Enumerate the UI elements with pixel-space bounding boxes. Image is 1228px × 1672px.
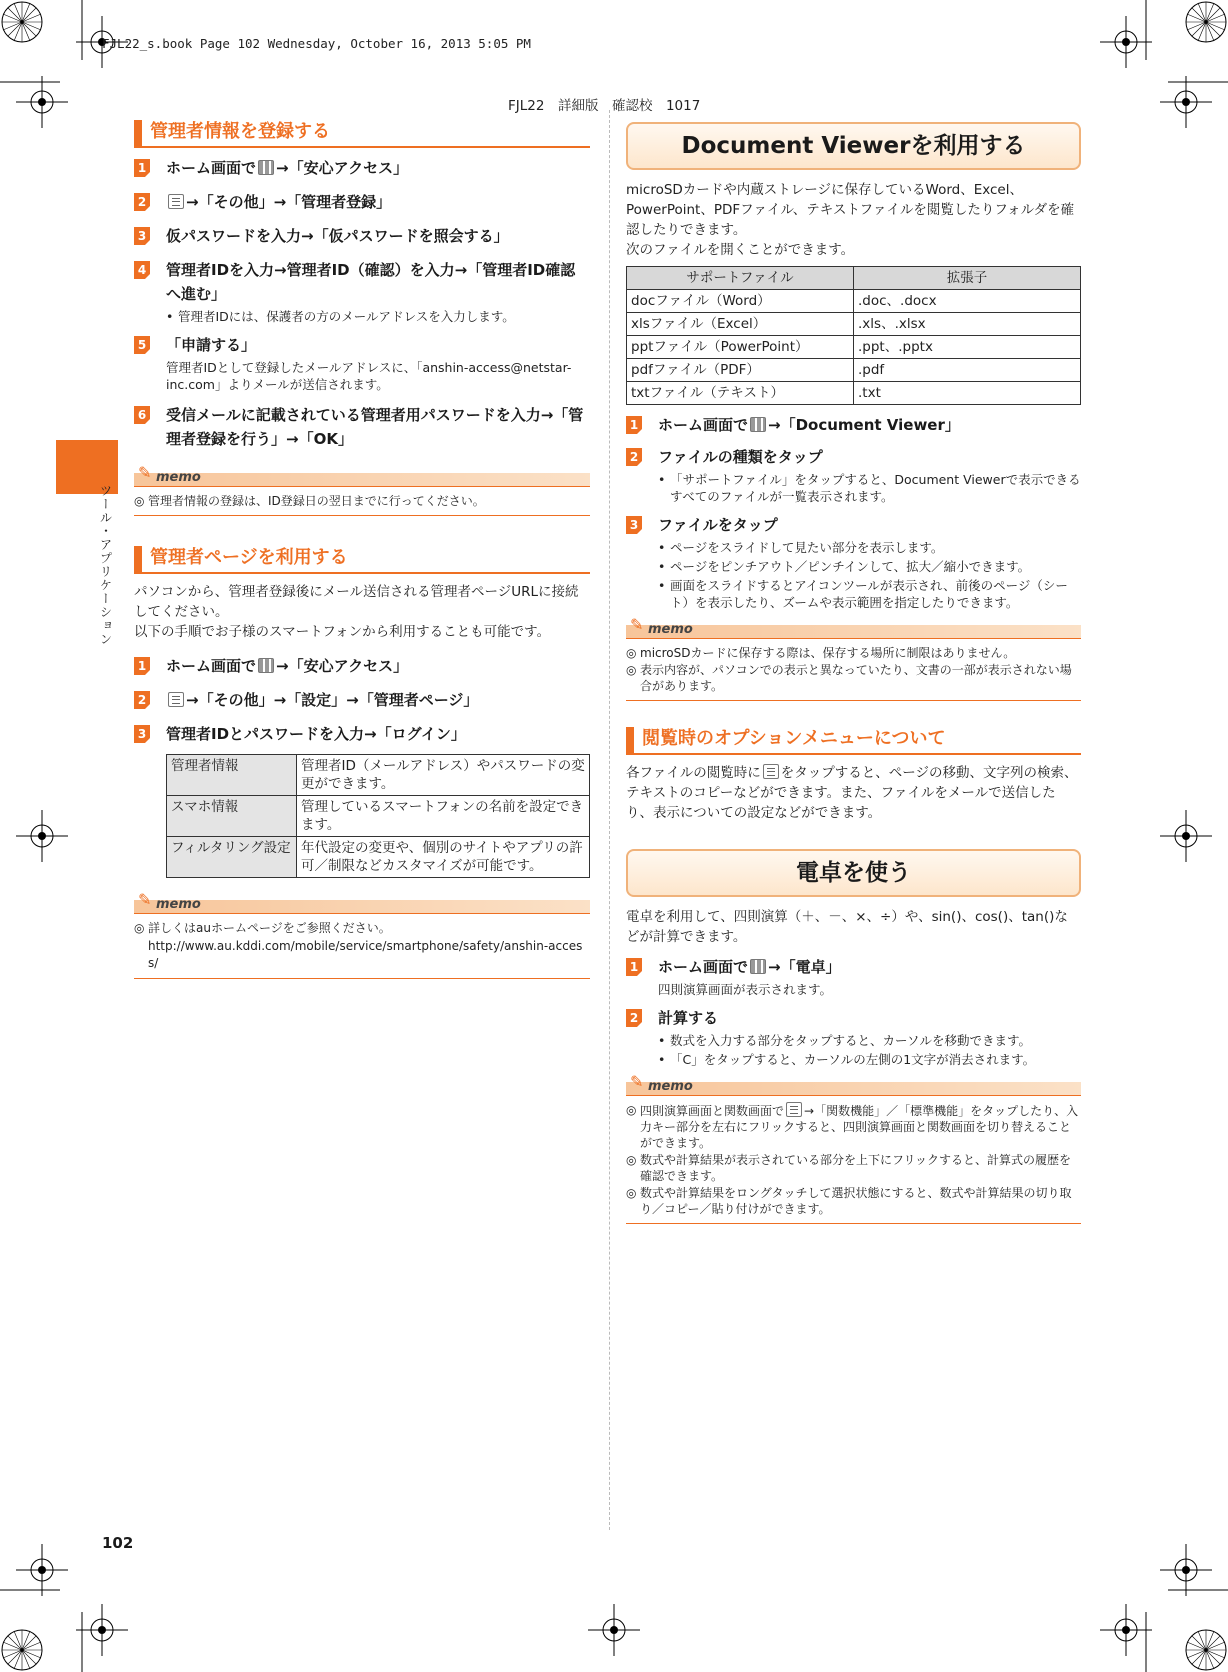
- table-row: pptファイル（PowerPoint） .ppt、.pptx: [627, 336, 1081, 359]
- intro-text: 電卓を利用して、四則演算（＋、－、×、÷）や、sin()、cos()、tan()などが計算できます。: [626, 909, 1068, 945]
- section-heading-options: 閲覧時のオプションメニューについて: [626, 727, 1081, 755]
- step-1: 1 ホーム画面で →「電卓」: [626, 955, 1081, 979]
- step-5: 5 「申請する」: [134, 333, 590, 357]
- intro-text-2: 次のファイルを開くことができます。: [626, 242, 855, 258]
- app-list-icon: [258, 658, 274, 673]
- book-header-line: FJL22_s.book Page 102 Wednesday, October 16, 2013 5:05 PM: [102, 36, 531, 51]
- memo-box: ✎ memo ◎ microSDカードに保存する際は、保存する場所に制限はありません。 ◎ 表示内容が、パソコンでの表示と異なっていたり、文書の一部が表示されない場合があります。: [626, 625, 1081, 701]
- proof-label: FJL22 詳細版 確認校 1017: [508, 98, 701, 114]
- section-heading-document-viewer: Document Viewerを利用する: [626, 122, 1081, 170]
- menu-icon: [168, 194, 184, 209]
- step-3: 3 ファイルをタップ: [626, 513, 1081, 537]
- step-2: 2 ファイルの種類をタップ: [626, 445, 1081, 469]
- intro-text: microSDカードや内蔵ストレージに保存しているWord、Excel、PowerPoint、PDFファイル、テキストファイルを閲覧したりフォルダを確認したりできます。: [626, 182, 1075, 238]
- memo-item: ◎ 表示内容が、パソコンでの表示と異なっていたり、文書の一部が表示されない場合があります。: [626, 662, 1081, 694]
- step-1-note: 四則演算画面が表示されます。: [658, 982, 833, 997]
- section-heading-calculator: 電卓を使う: [626, 849, 1081, 897]
- step-6: 6 受信メールに記載されている管理者用パスワードを入力→「管理者登録を行う」→「OK」: [134, 403, 590, 451]
- intro-text-2: 以下の手順でお子様のスマートフォンから利用することも可能です。: [134, 624, 551, 640]
- step-4-note: • 管理者IDには、保護者の方のメールアドレスを入力します。: [166, 308, 590, 325]
- table-row: xlsファイル（Excel） .xls、.xlsx: [627, 313, 1081, 336]
- step-2-note: • 「C」をタップすると、カーソルの左側の1文字が消去されます。: [658, 1051, 1081, 1068]
- pencil-icon: ✎: [138, 890, 152, 909]
- menu-icon: [168, 692, 184, 707]
- step-3-note: • 画面をスライドするとアイコンツールが表示され、前後のページ（シート）を表示したり、ズームや表示範囲を指定したりできます。: [658, 577, 1081, 611]
- menu-icon: [763, 764, 779, 779]
- step-3-note: • ページをスライドして見たい部分を表示します。: [658, 539, 1081, 556]
- step-3: 3 管理者IDとパスワードを入力→「ログイン」: [134, 722, 590, 746]
- table-row: フィルタリング設定 年代設定の変更や、個別のサイトやアプリの許可／制限などカスタマイズが可能です。: [167, 837, 590, 878]
- right-column: [626, 122, 1081, 1224]
- pencil-icon: ✎: [630, 615, 644, 634]
- supported-files-table: [626, 266, 1081, 405]
- step-4: 4 管理者IDを入力→管理者ID（確認）を入力→「管理者ID確認へ進む」: [134, 258, 590, 306]
- left-column: [134, 120, 590, 979]
- step-2: 2 →「その他」→「設定」→「管理者ページ」: [134, 688, 590, 712]
- memo-item: ◎ 数式や計算結果をロングタッチして選択状態にすると、数式や計算結果の切り取り／コピー／貼り付けができます。: [626, 1185, 1081, 1217]
- step-2-note: • 「サポートファイル」をタップすると、Document Viewerで表示できるすべてのファイルが一覧表示されます。: [658, 471, 1081, 505]
- column-divider: [609, 110, 610, 1530]
- page-number: 102: [102, 1534, 134, 1552]
- table-row: 管理者情報 管理者ID（メールアドレス）やパスワードの変更ができます。: [167, 755, 590, 796]
- chapter-label: ツール・アプリケーション: [98, 484, 113, 646]
- memo-url: http://www.au.kddi.com/mobile/service/smartphone/safety/anshin-access/: [148, 939, 583, 970]
- menu-icon: [786, 1102, 802, 1117]
- step-2: 2 →「その他」→「管理者登録」: [134, 190, 590, 214]
- memo-item: ◎ 四則演算画面と関数画面で →「関数機能」／「標準機能」をタップしたり、入力キー部分を左右にフリックすると、四則演算画面と関数画面を切り替えることができます。: [626, 1102, 1081, 1151]
- app-list-icon: [750, 417, 766, 432]
- pencil-icon: ✎: [630, 1072, 644, 1091]
- step-2: 2 計算する: [626, 1006, 1081, 1030]
- app-list-icon: [750, 959, 766, 974]
- step-1: 1 ホーム画面で →「安心アクセス」: [134, 156, 590, 180]
- step-3-note: • ページをピンチアウト／ピンチインして、拡大／縮小できます。: [658, 558, 1081, 575]
- admin-page-table: [166, 754, 590, 878]
- memo-item: ◎ microSDカードに保存する際は、保存する場所に制限はありません。: [626, 645, 1081, 661]
- step-3: 3 仮パスワードを入力→「仮パスワードを照会する」: [134, 224, 590, 248]
- step-2-note: • 数式を入力する部分をタップすると、カーソルを移動できます。: [658, 1032, 1081, 1049]
- section-heading-admin-page: 管理者ページを利用する: [134, 546, 590, 574]
- step-5-note: 管理者IDとして登録したメールアドレスに、「anshin-access@netstar-inc.com」よりメールが送信されます。: [166, 360, 572, 392]
- table-row: txtファイル（テキスト） .txt: [627, 382, 1081, 405]
- intro-text: パソコンから、管理者登録後にメール送信される管理者ページURLに接続してください。: [134, 584, 579, 620]
- memo-item: ◎ 管理者情報の登録は、ID登録日の翌日までに行ってください。: [134, 493, 590, 509]
- memo-item: ◎ 数式や計算結果が表示されている部分を上下にフリックすると、計算式の履歴を確認できます。: [626, 1152, 1081, 1184]
- table-row: docファイル（Word） .doc、.docx: [627, 290, 1081, 313]
- step-1: 1 ホーム画面で →「Document Viewer」: [626, 413, 1081, 437]
- section-heading-admin-register: 管理者情報を登録する: [134, 120, 590, 148]
- memo-box: ✎ memo ◎ 四則演算画面と関数画面で →「関数機能」／「標準機能」をタップしたり、入力キー部分を左右にフリックすると、四則演算画面と関数画面を切り替えることができます。 ◎ 数式や計算結果が表示されている部分を上下にフリックすると、計算式の履歴を確認できます。 ◎ 数式や計算結果をロングタッチして選択状態にすると、数式や計算結果の切り取り／コピー／貼り付けができます。: [626, 1082, 1081, 1224]
- table-header-row: サポートファイル 拡張子: [627, 267, 1081, 290]
- step-1: 1 ホーム画面で →「安心アクセス」: [134, 654, 590, 678]
- table-row: スマホ情報 管理しているスマートフォンの名前を設定できます。: [167, 796, 590, 837]
- options-text: 各ファイルの閲覧時に をタップすると、ページの移動、文字列の検索、テキストのコピーなどができます。また、ファイルをメールで送信したり、表示についての設定などができます。: [626, 765, 1078, 821]
- app-list-icon: [258, 160, 274, 175]
- table-row: pdfファイル（PDF） .pdf: [627, 359, 1081, 382]
- memo-box: ✎ memo ◎ 詳しくはauホームページをご参照ください。 http://www.au.kddi.com/mobile/service/smartphone/safety/anshin-access/: [134, 900, 590, 979]
- memo-item: ◎ 詳しくはauホームページをご参照ください。: [134, 920, 590, 936]
- memo-box: ✎ memo ◎ 管理者情報の登録は、ID登録日の翌日までに行ってください。: [134, 473, 590, 516]
- pencil-icon: ✎: [138, 463, 152, 482]
